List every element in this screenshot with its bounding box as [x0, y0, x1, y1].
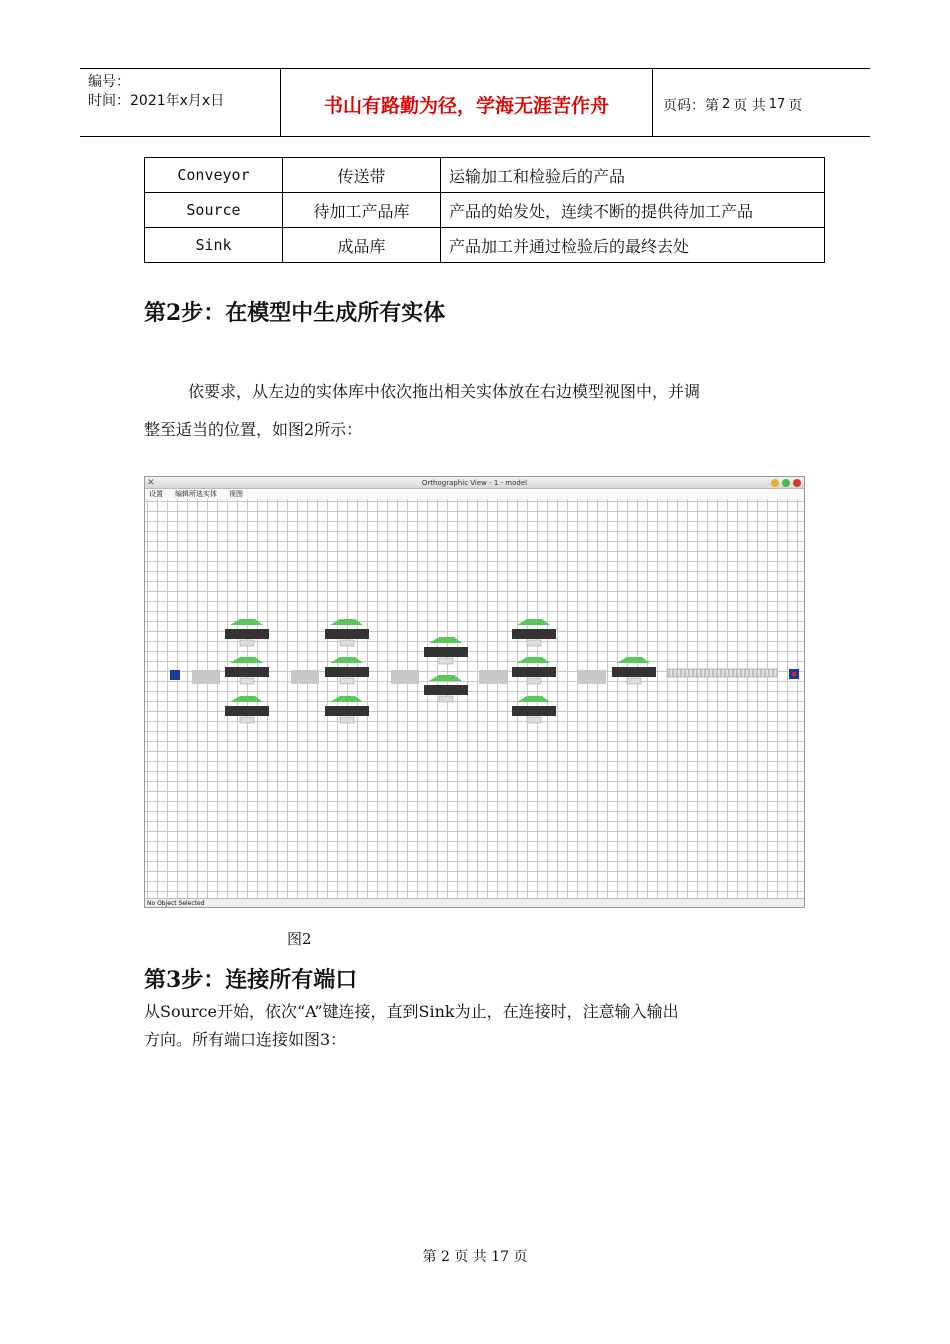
entity-name: Conveyor: [145, 158, 283, 193]
processor-group-2: [325, 619, 369, 723]
menu-settings: 设置: [149, 490, 163, 498]
entity-desc: 运输加工和检验后的产品: [441, 158, 825, 193]
step2-paragraph: [144, 374, 809, 410]
window-titlebar: [145, 477, 804, 489]
queue-icon: [192, 670, 220, 684]
table-row: [145, 228, 825, 263]
table-row: [145, 158, 825, 193]
window-controls: [771, 479, 801, 487]
queue-icon: [479, 670, 507, 684]
step3-line2: 方向。所有端口连接如图3：: [144, 1030, 347, 1049]
page-mid: 页 共: [733, 97, 766, 114]
code-label: 编号：: [88, 74, 130, 90]
processor-group-3: [424, 637, 468, 702]
step3-line1: 从Source开始，依次“A”键连接，直到Sink为止，在连接时，注意输入输出: [144, 1002, 679, 1021]
model-layout: [145, 499, 805, 899]
queue-icon: [291, 670, 319, 684]
window-status: No Object Selected: [145, 898, 804, 907]
step2-paragraph-cont: [144, 412, 809, 448]
entity-name: Sink: [145, 228, 283, 263]
header-page-info: [653, 69, 870, 136]
step3-heading: 第3步：连接所有端口: [144, 967, 358, 993]
table-row: [145, 193, 825, 228]
entity-cn: 传送带: [283, 158, 441, 193]
minimize-icon: [771, 479, 779, 487]
step2-line2: 整至适当的位置，如图2所示：: [144, 420, 363, 439]
page-prefix: 页码：第: [663, 97, 719, 114]
figure-caption: 图2: [287, 930, 312, 948]
close-icon: [793, 479, 801, 487]
header-meta: [80, 69, 281, 136]
entity-cn: 成品库: [283, 228, 441, 263]
time-label: 时间：2021年x月x日: [88, 93, 225, 109]
app-logo-icon: ✕: [147, 478, 155, 488]
processor-final: [612, 657, 656, 684]
page-total: 17: [768, 97, 786, 112]
queue-icon: [391, 670, 419, 684]
page-number: 2: [722, 97, 731, 112]
step2-line1: 依要求，从左边的实体库中依次拖出相关实体放在右边模型视图中，并调: [188, 382, 701, 401]
window-menu: [145, 489, 804, 499]
entity-name: Source: [145, 193, 283, 228]
entity-table: [144, 157, 825, 263]
processor-group-4: [512, 619, 556, 723]
window-title: Orthographic View - 1 - model: [421, 479, 528, 487]
menu-view: 视图: [229, 490, 243, 498]
conveyor-icon: [667, 669, 777, 677]
entity-cn: 待加工产品库: [283, 193, 441, 228]
model-view-screenshot: [144, 476, 805, 908]
header-motto: 书山有路勤为径，学海无涯苦作舟: [281, 69, 653, 136]
source-icon: [170, 670, 180, 680]
page-header: [80, 68, 870, 137]
queue-icon: [578, 670, 606, 684]
entity-desc: 产品加工并通过检验后的最终去处: [441, 228, 825, 263]
menu-edit-selected: 编辑所选实体: [175, 490, 217, 498]
maximize-icon: [782, 479, 790, 487]
step3-paragraph: [144, 998, 809, 1054]
sink-marker-icon: [792, 672, 796, 676]
page-footer: 第 2 页 共 17 页: [422, 1249, 528, 1265]
processor-group-1: [225, 619, 269, 723]
page-suffix: 页: [788, 97, 803, 114]
step2-heading: 第2步：在模型中生成所有实体: [144, 300, 446, 326]
entity-desc: 产品的始发处，连续不断的提供待加工产品: [441, 193, 825, 228]
